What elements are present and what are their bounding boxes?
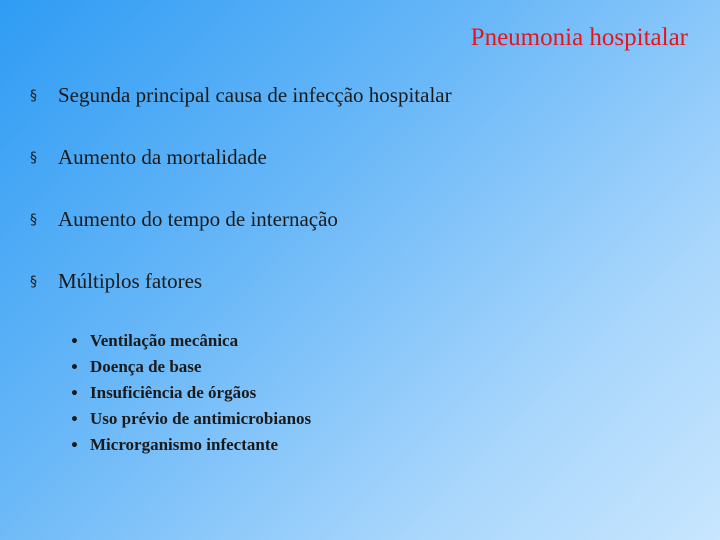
slide-title: Pneumonia hospitalar bbox=[470, 24, 688, 51]
bullet-item bbox=[30, 80, 452, 111]
bullet-item-text: Aumento da mortalidade bbox=[58, 145, 267, 169]
bullet-item-text: Aumento do tempo de internação bbox=[58, 207, 338, 231]
sub-bullet-item bbox=[70, 406, 311, 432]
bullet-item bbox=[30, 204, 338, 235]
dot-bullet-icon: • bbox=[70, 438, 79, 454]
dot-bullet-icon: • bbox=[70, 412, 79, 428]
bullet-item-text: Múltiplos fatores bbox=[58, 269, 203, 293]
section-bullet-icon: § bbox=[30, 150, 37, 166]
sub-bullet-item-text: Uso prévio de antimicrobianos bbox=[90, 409, 312, 428]
sub-bullet-item bbox=[70, 328, 311, 354]
sub-bullet-item-text: Ventilação mecânica bbox=[90, 331, 239, 350]
dot-bullet-icon: • bbox=[70, 360, 79, 376]
dot-bullet-icon: • bbox=[70, 386, 79, 402]
sub-bullet-item bbox=[70, 432, 311, 458]
sub-bullet-item-text: Doença de base bbox=[90, 357, 202, 376]
dot-bullet-icon: • bbox=[70, 334, 79, 350]
bullet-item bbox=[30, 266, 202, 297]
sub-bullet-list bbox=[70, 328, 311, 458]
sub-bullet-item bbox=[70, 354, 311, 380]
sub-bullet-item bbox=[70, 380, 311, 406]
bullet-item bbox=[30, 142, 267, 173]
section-bullet-icon: § bbox=[30, 274, 37, 290]
section-bullet-icon: § bbox=[30, 88, 37, 104]
bullet-item-text: Segunda principal causa de infecção hospitalar bbox=[58, 83, 452, 107]
section-bullet-icon: § bbox=[30, 212, 37, 228]
sub-bullet-item-text: Microrganismo infectante bbox=[90, 435, 279, 454]
sub-bullet-item-text: Insuficiência de órgãos bbox=[90, 383, 257, 402]
